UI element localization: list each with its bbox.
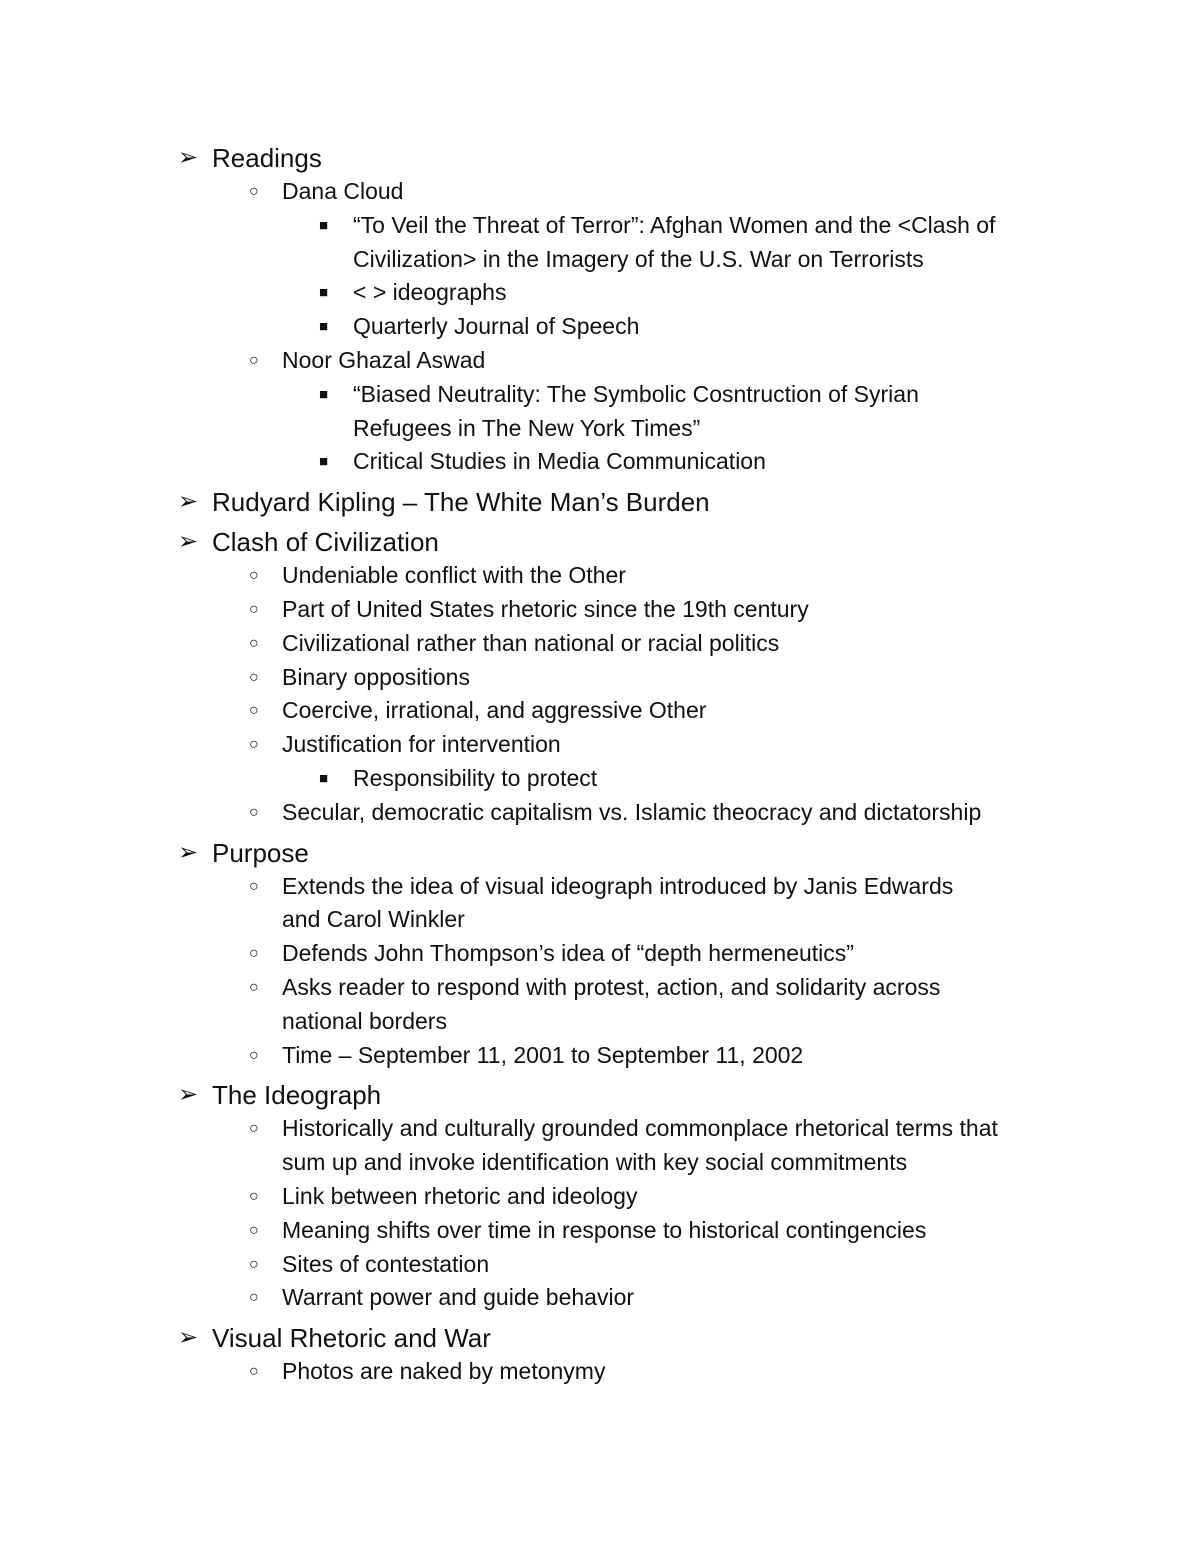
list-item-text: Coercive, irrational, and aggressive Other — [282, 697, 707, 724]
list-item-text: Civilizational rather than national or racial politics — [282, 629, 780, 656]
sub-list-item-text: Responsibility to protect — [353, 764, 598, 791]
list-item — [178, 559, 1078, 593]
square-bullet-icon: ■ — [319, 318, 329, 336]
section-title: Purpose — [212, 837, 309, 868]
sub-list-item-text: Quarterly Journal of Speech — [353, 313, 640, 340]
sub-list-item — [178, 276, 1078, 310]
list-item-text: Sites of contestation — [282, 1250, 490, 1277]
circle-bullet-icon: ○ — [249, 1363, 259, 1381]
section-heading — [178, 485, 1078, 519]
list-item — [178, 627, 1078, 661]
arrow-bullet-icon: ➢ — [178, 528, 199, 556]
circle-bullet-icon: ○ — [249, 978, 259, 996]
square-bullet-icon: ■ — [319, 284, 329, 302]
sub-list-item-text: Critical Studies in Media Communication — [353, 448, 766, 475]
list-item — [178, 1214, 1078, 1248]
square-bullet-icon: ■ — [319, 769, 329, 787]
list-item-text: Historically and culturally grounded commonplace rhetorical terms that sum up and invoke identification with key social commitments — [282, 1115, 998, 1176]
list-item — [178, 796, 1078, 830]
circle-bullet-icon: ○ — [249, 877, 259, 895]
circle-bullet-icon: ○ — [249, 183, 259, 200]
circle-bullet-icon: ○ — [249, 668, 259, 686]
section-title: The Ideograph — [212, 1080, 382, 1111]
list-item-text: Noor Ghazal Aswad — [282, 346, 486, 373]
list-item-text: Secular, democratic capitalism vs. Islamic theocracy and dictatorship — [282, 798, 982, 825]
sub-list-item — [178, 378, 993, 446]
notes-outline — [178, 141, 1078, 1389]
list-item-text: Justification for intervention — [282, 731, 561, 758]
circle-bullet-icon: ○ — [249, 1120, 259, 1138]
circle-bullet-icon: ○ — [249, 351, 259, 369]
section-heading — [178, 141, 1078, 175]
arrow-bullet-icon: ➢ — [178, 1081, 199, 1109]
square-bullet-icon: ■ — [319, 385, 329, 403]
sub-list-item-text: “To Veil the Threat of Terror”: Afghan Women and the <Clash of Civilization> in the Imagery of the U.S. War on Terrorists — [353, 211, 996, 272]
circle-bullet-icon: ○ — [249, 1187, 259, 1205]
list-item — [178, 937, 1078, 971]
list-item — [178, 1180, 1078, 1214]
list-item-text: Warrant power and guide behavior — [282, 1284, 635, 1311]
circle-bullet-icon: ○ — [249, 702, 259, 720]
list-item-text: Photos are naked by metonymy — [282, 1358, 606, 1385]
list-item — [178, 175, 1078, 209]
list-item-text: Defends John Thompson’s idea of “depth hermeneutics” — [282, 940, 854, 967]
arrow-bullet-icon: ➢ — [178, 144, 199, 171]
list-item-text: Extends the idea of visual ideograph introduced by Janis Edwards and Carol Winkler — [282, 872, 954, 933]
sub-list-item — [178, 762, 1078, 796]
section-title: Readings — [212, 143, 322, 173]
section-title: Clash of Civilization — [212, 527, 439, 558]
section-heading — [178, 1078, 1078, 1112]
arrow-bullet-icon: ➢ — [178, 1324, 199, 1352]
circle-bullet-icon: ○ — [249, 736, 259, 754]
sub-list-item — [178, 209, 1043, 277]
sub-list-item — [178, 445, 1078, 479]
circle-bullet-icon: ○ — [249, 600, 259, 618]
list-item-text: Dana Cloud — [282, 178, 404, 204]
list-item-text: Binary oppositions — [282, 663, 470, 690]
circle-bullet-icon: ○ — [249, 945, 259, 963]
sub-list-item — [178, 310, 1078, 344]
section-title: Visual Rhetoric and War — [212, 1323, 491, 1354]
list-item — [178, 870, 972, 938]
list-item-text: Meaning shifts over time in response to historical contingencies — [282, 1216, 927, 1243]
section-heading — [178, 525, 1078, 559]
list-item-text: Time – September 11, 2001 to September 11, 2002 — [282, 1041, 804, 1068]
circle-bullet-icon: ○ — [249, 634, 259, 652]
list-item — [178, 1112, 1002, 1180]
list-item — [178, 728, 1078, 762]
list-item-text: Undeniable conflict with the Other — [282, 562, 626, 589]
circle-bullet-icon: ○ — [249, 1046, 259, 1064]
circle-bullet-icon: ○ — [249, 1221, 259, 1239]
list-item — [178, 1039, 1078, 1073]
list-item — [178, 1355, 1078, 1389]
section-heading — [178, 836, 1078, 870]
list-item — [178, 344, 1078, 378]
list-item — [178, 661, 1078, 695]
list-item — [178, 971, 1002, 1039]
list-item-text: Asks reader to respond with protest, action, and solidarity across national borders — [282, 973, 941, 1034]
circle-bullet-icon: ○ — [249, 1289, 259, 1307]
circle-bullet-icon: ○ — [249, 803, 259, 821]
sub-list-item-text: “Biased Neutrality: The Symbolic Cosntruction of Syrian Refugees in The New York Times” — [353, 380, 919, 441]
square-bullet-icon: ■ — [319, 216, 329, 234]
list-item — [178, 593, 1078, 627]
arrow-bullet-icon: ➢ — [178, 488, 199, 516]
arrow-bullet-icon: ➢ — [178, 838, 199, 866]
section-heading — [178, 1321, 1078, 1355]
list-item — [178, 1248, 1078, 1282]
list-item — [178, 694, 1078, 728]
circle-bullet-icon: ○ — [249, 1255, 259, 1273]
section-title: Rudyard Kipling – The White Man’s Burden — [212, 487, 710, 518]
list-item-text: Link between rhetoric and ideology — [282, 1182, 638, 1209]
list-item-text: Part of United States rhetoric since the 19th century — [282, 595, 809, 622]
square-bullet-icon: ■ — [319, 453, 329, 471]
circle-bullet-icon: ○ — [249, 567, 259, 585]
list-item — [178, 1281, 1078, 1315]
sub-list-item-text: < > ideographs — [353, 279, 507, 306]
